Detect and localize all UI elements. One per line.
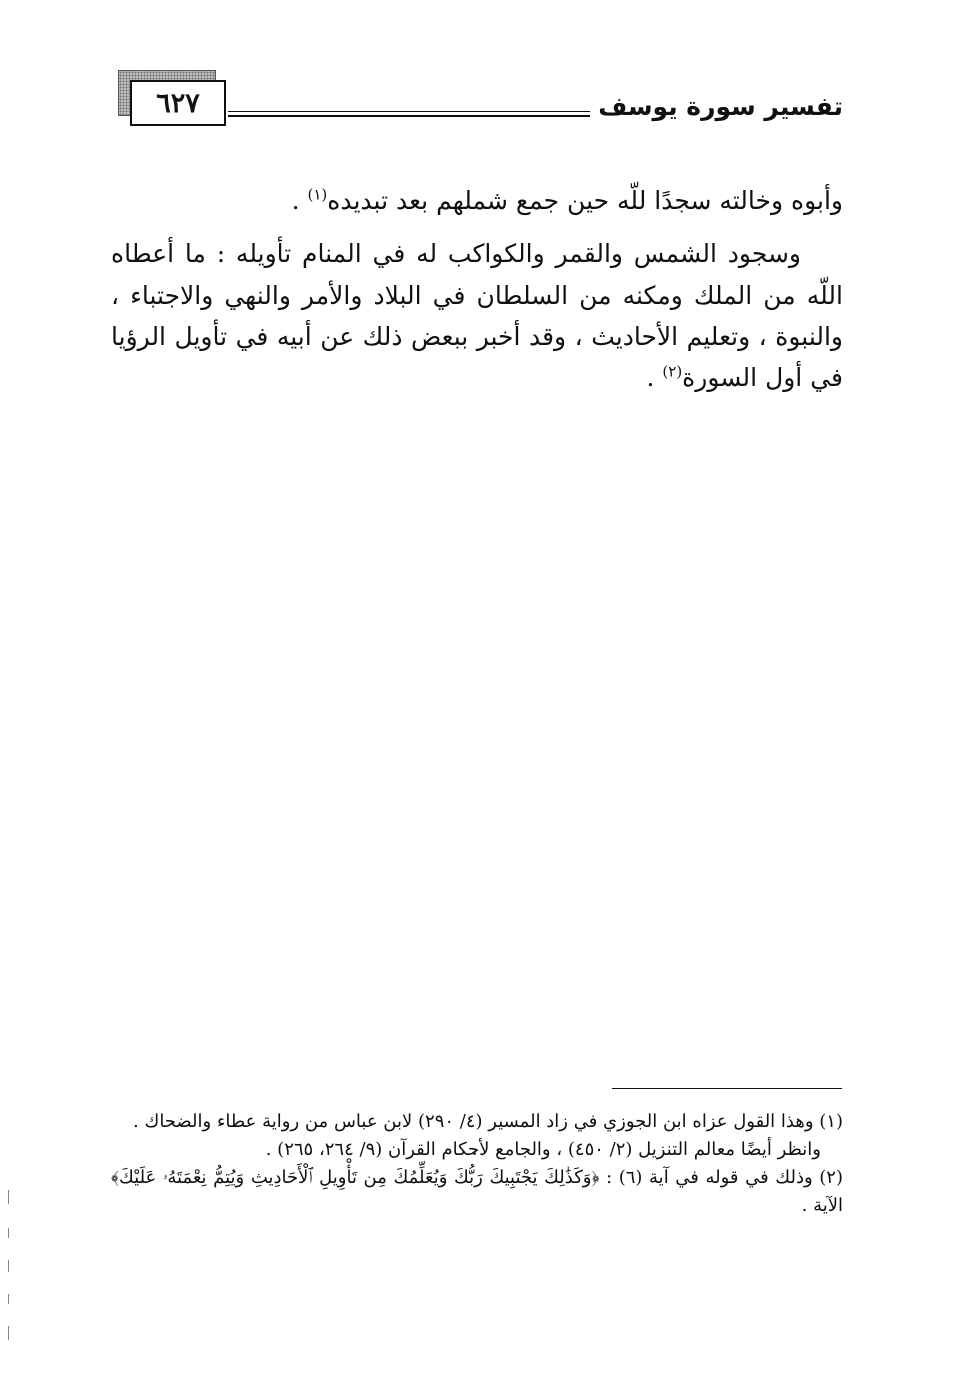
paragraph-2 <box>111 233 843 398</box>
footnotes <box>111 1108 843 1220</box>
scan-mark <box>8 1326 9 1340</box>
scan-mark <box>8 1294 9 1304</box>
footnote-1-extra: وانظر أيضًا معالم التنزيل (٢/ ٤٥٠) ، والجامع لأحكام القرآن (٩/ ٢٦٤، ٢٦٥) . <box>265 1138 821 1160</box>
header-rule-thick <box>228 115 590 117</box>
running-title: تفسير سورة يوسف <box>598 92 843 121</box>
body-text <box>111 180 843 410</box>
scan-mark <box>8 1260 9 1272</box>
page-number: ٦٢٧ <box>130 80 226 126</box>
footnote-rule <box>612 1088 842 1089</box>
header-rule <box>228 111 590 112</box>
scan-mark <box>8 1190 9 1204</box>
footnote-2: (٢) وذلك في قوله في آية (٦) : ﴿وَكَذَٰلِكَ يَجْتَبِيكَ رَبُّكَ وَيُعَلِّمُكَ مِن تَأْوِيلِ ٱلْأَحَادِيثِ وَيُتِمُّ نِعْمَتَهُۥ عَلَيْكَ﴾ الآية . <box>111 1166 843 1216</box>
page-number-box <box>118 70 226 124</box>
paragraph-2-text: وسجود الشمس والقمر والكواكب له في المنام تأويله : ما أعطاه اللّه من الملك ومكنه من السلطان في البلاد والأمر والنهي والاجتباء ، والنبوة ، وتعليم الأحاديث ، وقد أخبر ببعض ذلك عن أبيه في تأويل الرؤيا في أول السورة <box>111 239 843 392</box>
paragraph-1-text: وأبوه وخالته سجدًا للّه حين جمع شملهم بعد تبديده <box>327 186 843 215</box>
paragraph-1-end: . <box>291 186 308 215</box>
footnote-1: (١) وهذا القول عزاه ابن الجوزي في زاد المسير (٤/ ٢٩٠) لابن عباس من رواية عطاء والضحاك . <box>133 1111 843 1132</box>
scan-mark <box>8 1228 9 1238</box>
footnote-ref-2[interactable]: (٢) <box>662 362 683 381</box>
paragraph-2-end: . <box>646 363 663 392</box>
paragraph-1 <box>111 180 843 221</box>
footnote-ref-1[interactable]: (١) <box>307 185 328 204</box>
scan-edge-marks <box>8 1190 10 1350</box>
